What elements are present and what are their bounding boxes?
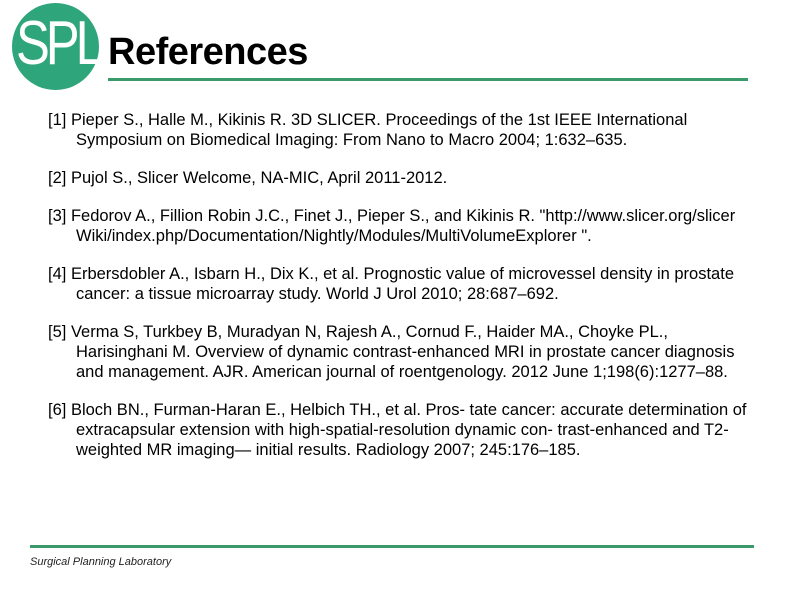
reference-text: Erbersdobler A., Isbarn H., Dix K., et al. Prognostic value of microvessel density in prostate cancer: a tissue microarray study. World J Urol 2010; 28:687–692. bbox=[70, 265, 734, 303]
page-title: References bbox=[108, 31, 308, 73]
reference-text: Pujol S., Slicer Welcome, NA-MIC, April 2011-2012. bbox=[70, 169, 448, 187]
spl-logo bbox=[12, 3, 99, 90]
reference-label: [4] bbox=[48, 265, 67, 283]
reference-text: Fedorov A., Fillion Robin J.C., Finet J., Pieper S., and Kikinis R. "http://www.slicer.org/slicerWiki/index.php/Documentation/Nightly/Modules/MultiVolumeExplorer ". bbox=[70, 207, 736, 245]
logo-text: SPL bbox=[16, 9, 100, 78]
reference-text: Bloch BN., Furman-Haran E., Helbich TH., et al. Pros- tate cancer: accurate determination of extracapsular extension with high-spatial-resolution dynamic con- trast-enhanced and T2-weighted MR imaging— initial results. Radiology 2007; 245:176–185. bbox=[70, 401, 747, 459]
reference-item bbox=[48, 400, 748, 460]
reference-label: [1] bbox=[48, 111, 67, 129]
reference-item bbox=[48, 168, 748, 188]
reference-item bbox=[48, 264, 748, 304]
footer-divider bbox=[30, 545, 754, 548]
reference-item bbox=[48, 110, 748, 150]
reference-text: Pieper S., Halle M., Kikinis R. 3D SLICER. Proceedings of the 1st IEEE International Symposium on Biomedical Imaging: From Nano to Macro 2004; 1:632–635. bbox=[70, 111, 688, 149]
reference-item bbox=[48, 206, 748, 246]
title-divider bbox=[108, 78, 748, 81]
reference-label: [6] bbox=[48, 401, 67, 419]
reference-item bbox=[48, 322, 748, 382]
reference-label: [3] bbox=[48, 207, 67, 225]
footer-label: Surgical Planning Laboratory bbox=[30, 556, 172, 568]
reference-text: Verma S, Turkbey B, Muradyan N, Rajesh A., Cornud F., Haider MA., Choyke PL., Harisinghani M. Overview of dynamic contrast-enhanced MRI in prostate cancer diagnosis and management. AJR. American journal of roentgenology. 2012 June 1;198(6):1277–88. bbox=[70, 323, 735, 381]
reference-label: [5] bbox=[48, 323, 67, 341]
reference-list bbox=[48, 110, 748, 478]
reference-label: [2] bbox=[48, 169, 67, 187]
